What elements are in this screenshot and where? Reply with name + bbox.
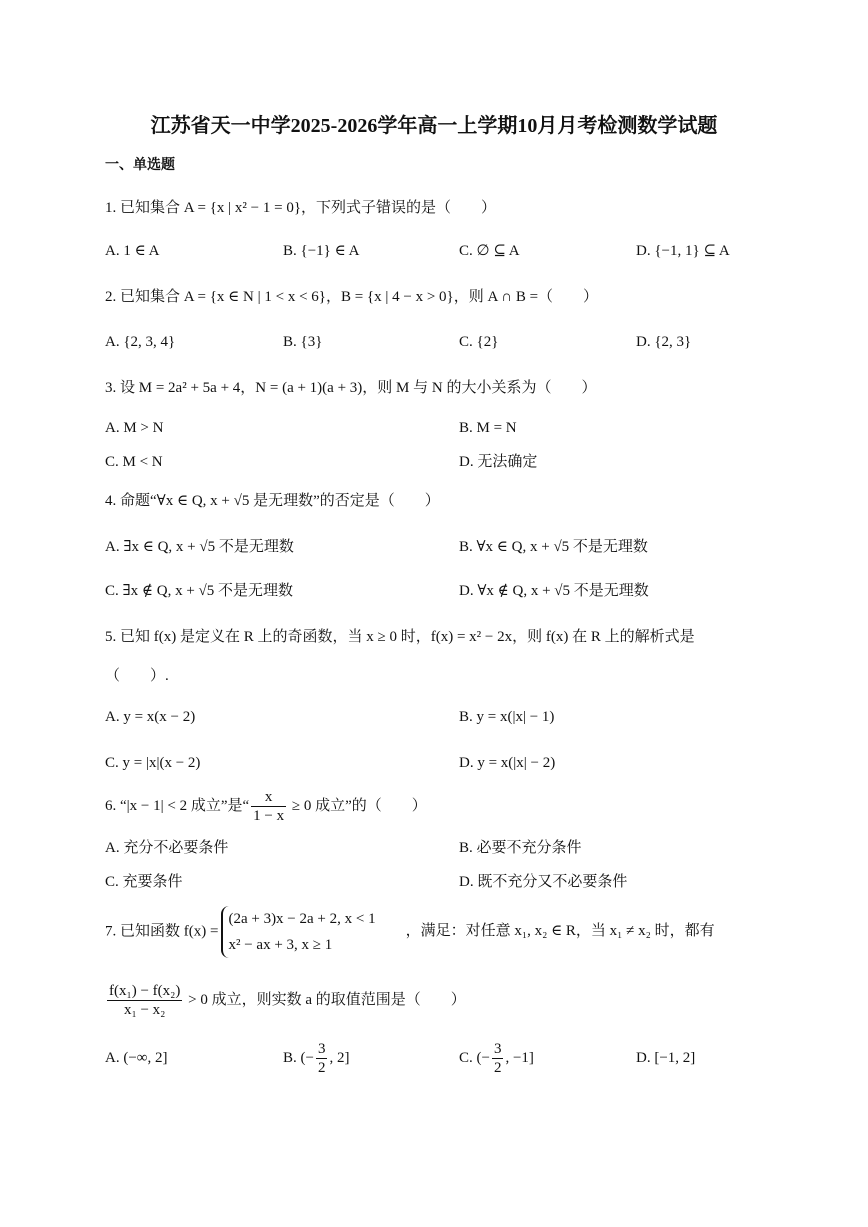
q7-case-1: (2a + 3)x − 2a + 2, x < 1 (228, 911, 376, 927)
q7-option-a: A. (−∞, 2] (105, 1050, 168, 1066)
question-7-condition (105, 982, 466, 1019)
q7-option-c-numerator: 3 (493, 1041, 502, 1057)
q7-stem-prefix: 7. 已知函数 f(x) = (105, 923, 219, 940)
q3-option-b: B. M = N (459, 420, 517, 436)
q6-option-a: A. 充分不必要条件 (105, 840, 229, 856)
q6-option-d: D. 既不充分又不必要条件 (459, 874, 628, 890)
q6-stem-suffix: ≥ 0 成立”的（ ） (288, 797, 427, 814)
question-1-stem: 1. 已知集合 A = {x | x² − 1 = 0}，下列式子错误的是（ ） (105, 200, 497, 216)
q7-case-2: x² − ax + 3, x ≥ 1 (228, 937, 333, 953)
page-title: 江苏省天一中学2025-2026学年高一上学期10月月考检测数学试题 (150, 115, 718, 137)
question-7-stem (105, 906, 715, 958)
q6-option-b: B. 必要不充分条件 (459, 840, 582, 856)
q2-option-d: D. {2, 3} (636, 334, 692, 350)
q4-option-c: C. ∃x ∉ Q, x + √5 不是无理数 (105, 583, 294, 599)
q7-fraction-numerator: f(x₁) − f(x₂) (109, 983, 181, 999)
q5-option-b: B. y = x(|x| − 1) (459, 709, 555, 725)
q1-option-a: A. 1 ∈ A (105, 243, 160, 259)
q2-option-a: A. {2, 3, 4} (105, 334, 176, 350)
q6-fraction-numerator: x (251, 788, 286, 807)
q7-option-c (459, 1040, 534, 1077)
q7-option-b-prefix: B. (− (283, 1049, 314, 1066)
q6-option-c: C. 充要条件 (105, 874, 183, 890)
q3-option-a: A. M > N (105, 420, 164, 436)
question-6-stem (105, 788, 427, 825)
q3-option-d: D. 无法确定 (459, 454, 538, 470)
q4-option-d: D. ∀x ∉ Q, x + √5 不是无理数 (459, 583, 649, 599)
q7-fraction (107, 982, 182, 1019)
q7-option-c-suffix: , −1] (505, 1049, 534, 1066)
q7-fraction-denominator: x₁ − x₂ (123, 1002, 166, 1018)
q4-option-a: A. ∃x ∈ Q, x + √5 不是无理数 (105, 539, 294, 555)
q5-option-d: D. y = x(|x| − 2) (459, 755, 556, 771)
q7-option-c-denominator: 2 (493, 1060, 502, 1076)
question-5-stem: 5. 已知 f(x) 是定义在 R 上的奇函数，当 x ≥ 0 时，f(x) = x² − 2x，则 f(x) 在 R 上的解析式是 (105, 629, 695, 645)
question-4-stem: 4. 命题“∀x ∈ Q, x + √5 是无理数”的否定是（ ） (105, 493, 440, 509)
q7-option-b (283, 1040, 349, 1077)
q7-option-b-suffix: , 2] (329, 1049, 350, 1066)
q4-option-b: B. ∀x ∈ Q, x + √5 不是无理数 (459, 539, 648, 555)
q6-fraction (251, 788, 286, 825)
q1-option-c: C. ∅ ⊆ A (459, 243, 520, 259)
q7-stem-suffix: ，满足：对任意 x₁, x₂ ∈ R，当 x₁ ≠ x₂ 时，都有 (405, 923, 715, 940)
q7-condition-text: > 0 成立，则实数 a 的取值范围是（ ） (184, 991, 466, 1008)
q7-option-b-fraction (316, 1040, 328, 1077)
question-5-stem-continued: （ ）. (105, 668, 169, 684)
q5-option-a: A. y = x(x − 2) (105, 709, 196, 725)
q7-piecewise-function (221, 906, 375, 958)
q2-option-b: B. {3} (283, 334, 323, 350)
question-2-stem: 2. 已知集合 A = {x ∈ N | 1 < x < 6}，B = {x | 4 − x > 0}，则 A ∩ B =（ ） (105, 289, 599, 305)
q7-option-b-numerator: 3 (317, 1041, 326, 1057)
q1-option-d: D. {−1, 1} ⊆ A (636, 243, 730, 259)
q6-fraction-denominator: 1 − x (253, 808, 285, 824)
q3-option-c: C. M < N (105, 454, 163, 470)
question-3-stem: 3. 设 M = 2a² + 5a + 4，N = (a + 1)(a + 3)，则 M 与 N 的大小关系为（ ） (105, 380, 597, 396)
q7-option-b-denominator: 2 (317, 1060, 326, 1076)
q7-option-d: D. [−1, 2] (636, 1050, 696, 1066)
q1-option-b: B. {−1} ∈ A (283, 243, 360, 259)
q5-option-c: C. y = |x|(x − 2) (105, 755, 201, 771)
q6-stem-prefix: 6. “|x − 1| < 2 成立”是“ (105, 797, 250, 814)
q7-option-c-fraction (492, 1040, 504, 1077)
q2-option-c: C. {2} (459, 334, 499, 350)
q7-option-c-prefix: C. (− (459, 1049, 490, 1066)
section-heading: 一、单选题 (105, 158, 175, 173)
